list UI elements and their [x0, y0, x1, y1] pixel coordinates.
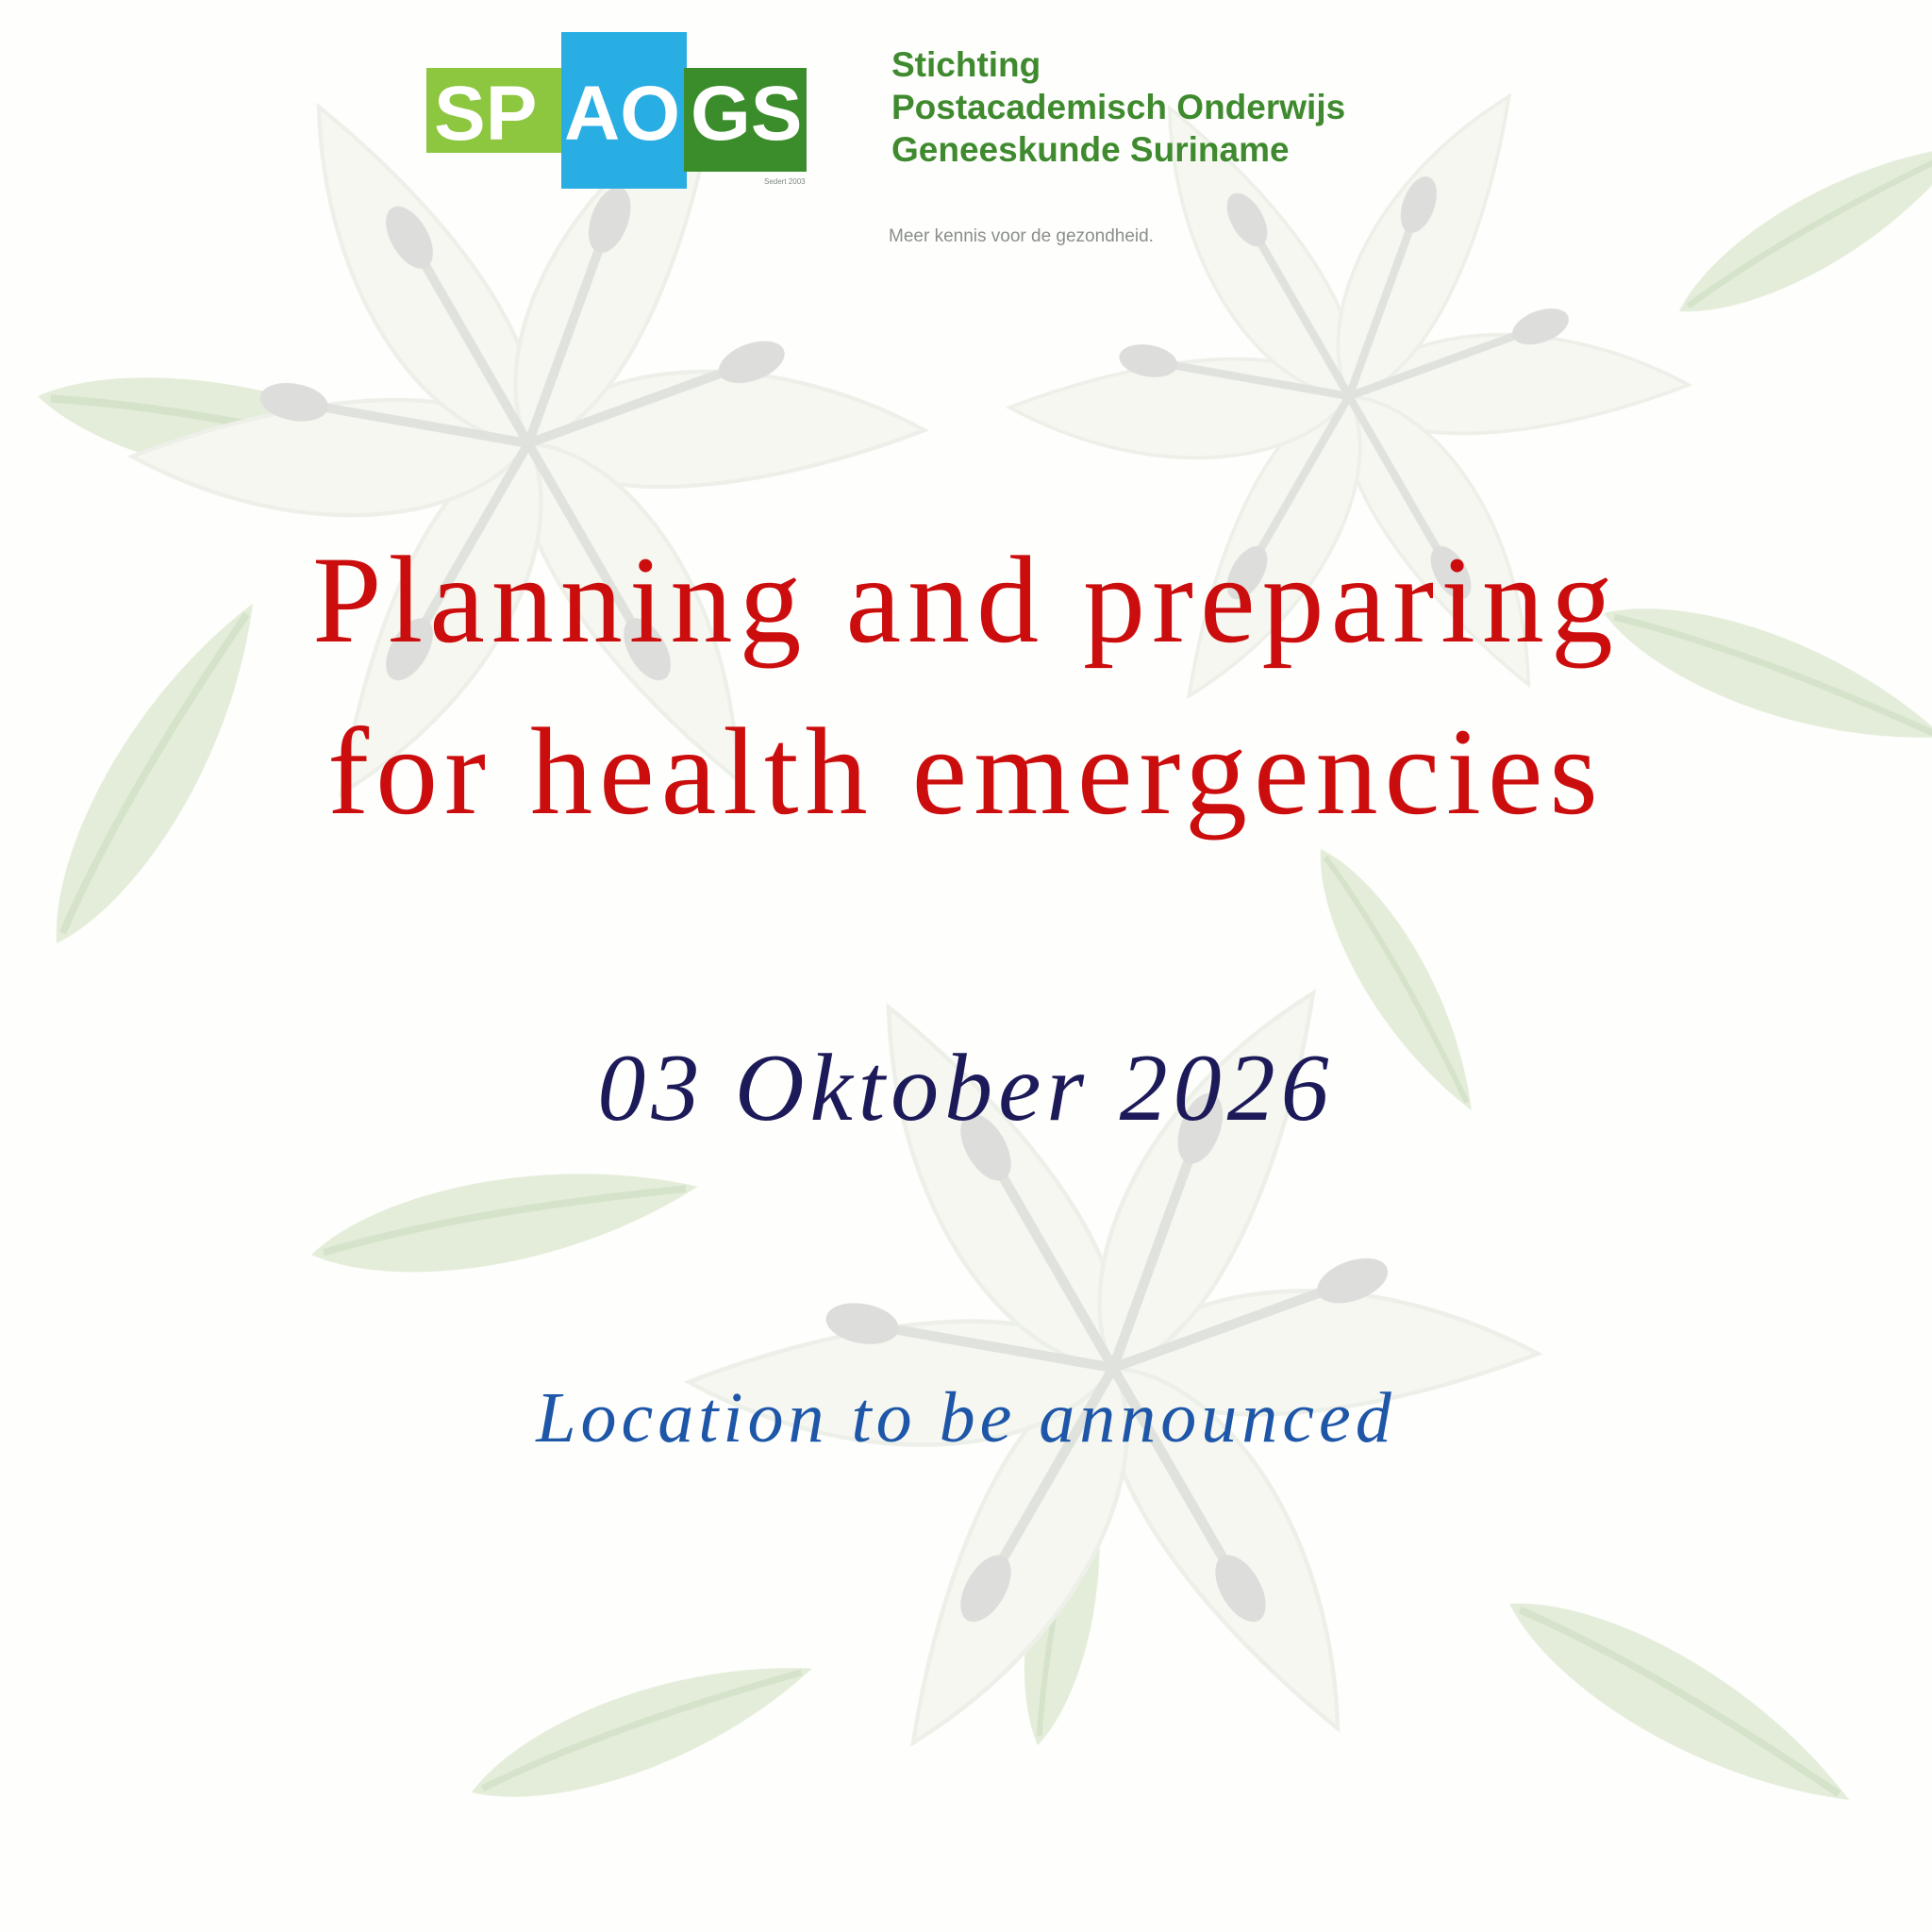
title-line-1: Planning and preparing	[312, 530, 1620, 669]
org-name-line-3: Geneeskunde Suriname	[891, 130, 1290, 169]
logo-since: Sedert 2003	[764, 177, 806, 186]
spaogs-logo	[425, 28, 1519, 264]
org-name-line-2: Postacademisch Onderwijs	[891, 88, 1346, 126]
organization-name	[891, 43, 1345, 171]
title-line-2: for health emergencies	[327, 702, 1605, 841]
org-name-line-1: Stichting	[891, 45, 1041, 84]
spaogs-logo-mark	[425, 28, 858, 198]
event-location: Location to be announced	[536, 1378, 1396, 1457]
logo-letters-ao: AO	[564, 71, 680, 157]
tagline: Meer kennis voor de gezondheid.	[889, 226, 1154, 246]
logo-letters-gs: GS	[691, 71, 803, 157]
event-title	[0, 514, 1932, 858]
event-date: 03 Oktober 2026	[597, 1035, 1335, 1141]
logo-letters-sp: SP	[434, 71, 538, 157]
